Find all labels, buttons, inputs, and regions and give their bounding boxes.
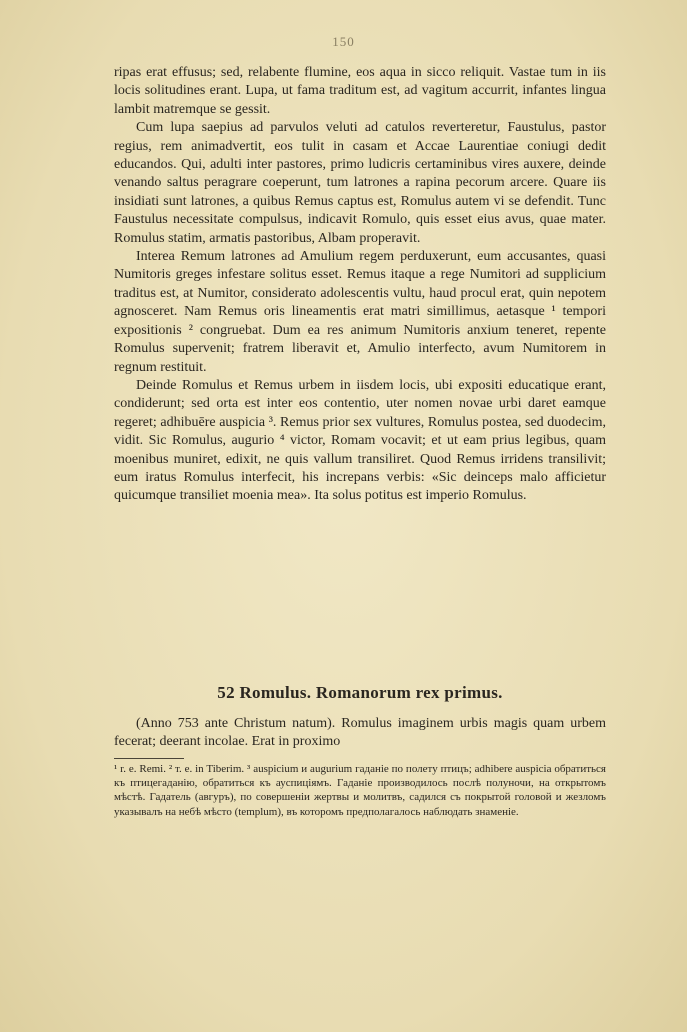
footnote-rule — [114, 758, 184, 759]
section-text — [114, 715, 606, 752]
paragraph-3: Interea Remum latrones ad Amulium regem perduxerunt, eum accusantes, quasi Numitoris greges infestare solitus esset. Remus itaque a rege Numitori ad supplicium traditus est, at Numitor, considerato adolescentis vultu, haud procul erat, quin nepotem agnosceret. Nam Remus oris lineamentis erat matri simillimus, aetasque ¹ tempori expositionis ² congruebat. Dum ea res animum Numitoris anxium teneret, repente Romulus supervenit; fratrem liberavit et, Amulio interfecto, avum Numitorem in regnum restituit. — [114, 249, 606, 375]
section-heading: 52 Romulus. Romanorum rex primus. — [217, 683, 503, 702]
section-paragraph: (Anno 753 ante Christum natum). Romulus imaginem urbis magis quam urbem fecerat; deerant incolae. Erat in proximo — [114, 716, 606, 750]
footnote: ¹ r. e. Remi. ² т. е. in Tiberim. ³ auspicium и augurium гаданіе по полету птицъ; adhibere auspicia обратиться къ птицегаданію, обратиться къ ауспиціямъ. Гаданіе производилось послѣ полуночи, на открытомъ мѣстѣ. Гадатель (авгуръ), по совершеніи жертвы и молитвъ, садился съ покрытой головой и жезломъ указывалъ на небѣ мѣсто (templum), въ которомъ предполагалось наблюдать знаменіе. — [114, 763, 606, 818]
main-text — [114, 64, 606, 506]
page-number: 150 — [332, 34, 355, 49]
paragraph-4: Deinde Romulus et Remus urbem in iisdem locis, ubi expositi educatique erant, condiderunt; sed orta est inter eos contentio, uter nomen novae urbi daret eamque regeret; adhibuēre auspicia ³. Remus prior sex vultures, Romulus postea, sed duodecim, vidit. Sic Romulus, augurio ⁴ victor, Romam vocavit; et ut eam prius legibus, quam moenibus muniret, edixit, ne quis vallum transiliret. Quod Remus irridens transilivit; eum iratus Romulus interfecit, his increpans verbis: «Sic deinceps malo afficietur quicumque transiliet moenia mea». Ita solus potitus est imperio Romulus. — [114, 377, 606, 504]
paragraph-2: Cum lupa saepius ad parvulos veluti ad catulos reverteretur, Faustulus, pastor regius, rem animadvertit, eos tulit in casam et Accae Laurentiae coniugi dedit educandos. Qui, adulti inter pastores, primo ludicris certaminibus vires auxere, deinde venando saltus peragrare coeperunt, tum latrones a rapina pecorum arcere. Quare iis insidiati sunt latrones, a quibus Remus captus est, Romulus autem vi se defendit. Tunc Faustulus necessitate compulsus, indicavit Romulo, quis esset eius avus, quae mater. Romulus statim, armatis pastoribus, Albam properavit. — [114, 120, 606, 246]
paragraph-1: ripas erat effusus; sed, relabente flumine, eos aqua in sicco reliquit. Vastae tum in iis locis solitudines erant. Lupa, ut fama traditum est, ad vagitum accurrit, infantes lingua lambit matremque se gessit. — [114, 65, 606, 117]
